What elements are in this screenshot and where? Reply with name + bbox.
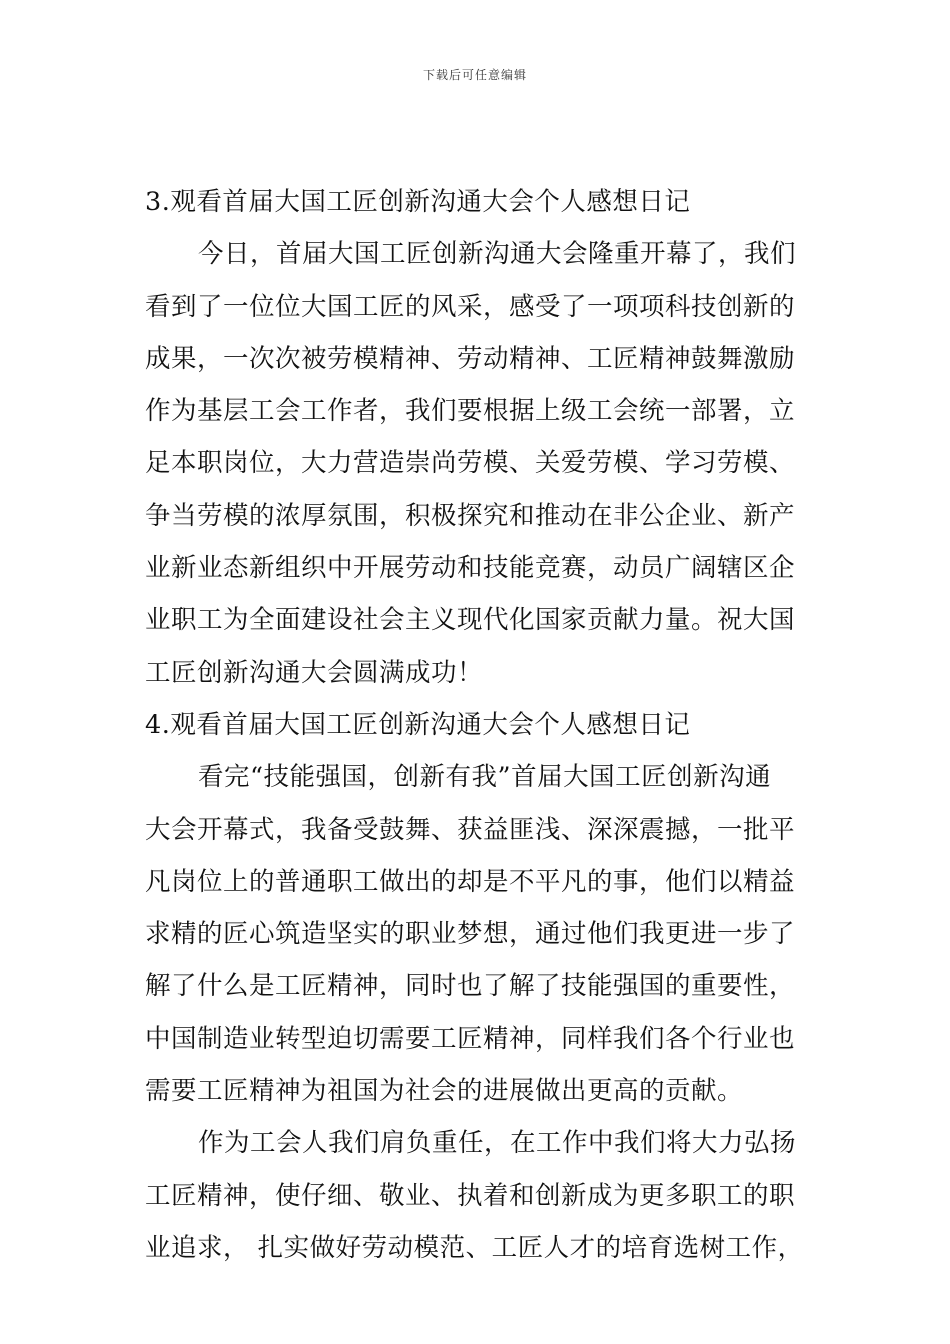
text-line: 业追求， 扎实做好劳动模范、工匠人才的培育选树工作， <box>145 1232 804 1263</box>
text-line: 业职工为全面建设社会主义现代化国家贡献力量。祝大国 <box>145 605 796 636</box>
text-line: 3.观看首届大国工匠创新沟通大会个人感想日记 <box>145 187 691 217</box>
text-line: 看完“技能强国，创新有我”首届大国工匠创新沟通 <box>198 762 772 793</box>
text-line: 4.观看首届大国工匠创新沟通大会个人感想日记 <box>145 709 691 740</box>
text-line: 作为工会人我们肩负重任，在工作中我们将大力弘扬 <box>198 1128 797 1159</box>
text-line: 成果，一次次被劳模精神、劳动精神、工匠精神鼓舞激励 <box>145 343 796 374</box>
text-line: 作为基层工会工作者，我们要根据上级工会统一部署，立 <box>145 396 796 427</box>
text-line: 凡岗位上的普通职工做出的却是不平凡的事，他们以精益 <box>145 866 796 897</box>
document-body <box>145 176 805 1274</box>
text-line: 今日，首届大国工匠创新沟通大会隆重开幕了，我们 <box>198 239 797 270</box>
text-line: 工匠创新沟通大会圆满成功！ <box>145 657 484 688</box>
text-line: 大会开幕式，我备受鼓舞、获益匪浅、深深震撼，一批平 <box>145 814 796 845</box>
text-line: 业新业态新组织中开展劳动和技能竞赛，动员广阔辖区企 <box>145 553 796 584</box>
text-line: 解了什么是工匠精神，同时也了解了技能强国的重要性， <box>145 971 796 1002</box>
text-line: 工匠精神，使仔细、敬业、执着和创新成为更多职工的职 <box>145 1180 796 1211</box>
page-header: 下载后可任意编辑 <box>422 68 527 82</box>
text-line: 争当劳模的浓厚氛围，积极探究和推动在非公企业、新产 <box>145 500 796 531</box>
text-line: 求精的匠心筑造坚实的职业梦想，通过他们我更进一步了 <box>145 919 796 950</box>
text-line: 足本职岗位，大力营造崇尚劳模、关爱劳模、学习劳模、 <box>145 448 796 479</box>
text-line: 看到了一位位大国工匠的风采，感受了一项项科技创新的 <box>145 291 796 322</box>
text-line: 中国制造业转型迫切需要工匠精神，同样我们各个行业也 <box>145 1023 796 1054</box>
text-line: 需要工匠精神为祖国为社会的进展做出更高的贡献。 <box>145 1076 744 1107</box>
